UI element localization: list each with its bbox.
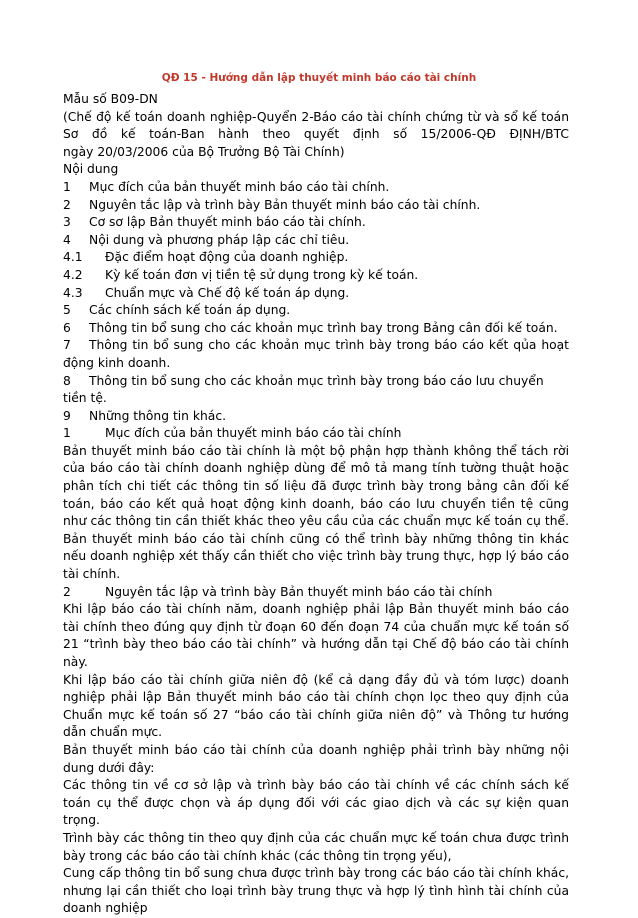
toc-item (63, 197, 569, 215)
contents-heading: Nội dung (63, 162, 119, 177)
toc-text: Nguyên tắc lập và trình bày Bản thuyết minh báo cáo tài chính. (89, 197, 481, 212)
section-2-paragraph: Các thông tin về cơ sở lập và trình bày báo cáo tài chính về các chính sách kế toán cụ thể được chọn và áp dụng đối với các giao dịch và các sự kiện quan trọng. (63, 778, 569, 828)
toc-number: 1 (63, 179, 71, 194)
section-2-paragraph: Trình bày các thông tin theo quy định của các chuẩn mực kế toán chưa được trình bày trong các báo cáo tài chính khác (các thông tin trọng yếu), (63, 830, 569, 863)
section-1-heading (63, 425, 569, 443)
toc-text: Các chính sách kế toán áp dụng. (89, 303, 291, 318)
toc-item (63, 408, 569, 426)
section-2-paragraph: Khi lập báo cáo tài chính giữa niên độ (kể cả dạng đầy đủ và tóm lược) doanh nghiệp phải lập Bản thuyết minh báo cáo tài chính chọn lọc theo quy định của Chuẩn mực kế toán số 27 “báo cáo tài chính giữa niên độ” và Thông tư hướng dẫn chuẩn mực. (63, 672, 569, 740)
toc-number: 8 (63, 373, 71, 388)
toc-item (63, 373, 569, 408)
section-title: Nguyên tắc lập và trình bày Bản thuyết minh báo cáo tài chính (105, 584, 493, 599)
form-code: Mẫu số B09-DN (63, 92, 158, 106)
section-1-paragraph: Bản thuyết minh báo cáo tài chính là một bộ phận hợp thành không thể tách rời của báo cáo tài chính doanh nghiệp dùng để mô tả mang tính tường thuật hoặc phân tích chi tiết các thông tin số liệu đã được trình bày trong bảng cân đối kế toán, báo cáo kết quả hoạt động kinh doanh, báo cáo lưu chuyển tiền tệ cũng như các thông tin cần thiết khác theo yêu cầu của các chuẩn mực kế toán cụ thể. Bản thuyết minh báo cáo tài chính cũng có thể trình bày những thông tin khác nếu doanh nghiệp xét thấy cần thiết cho việc trình bày trung thực, hợp lý báo cáo tài chính. (63, 443, 569, 582)
toc-number: 4.2 (63, 267, 83, 282)
document-body (63, 91, 569, 918)
intro-line-3: ngày 20/03/2006 của Bộ Trưởng Bộ Tài Chính) (63, 144, 345, 159)
section-title: Mục đích của bản thuyết minh báo cáo tài chính (105, 426, 402, 441)
toc-number: 5 (63, 303, 71, 318)
toc-item (63, 285, 569, 303)
section-2-paragraph: Bản thuyết minh báo cáo tài chính của doanh nghiệp phải trình bày những nội dung dưới đây: (63, 742, 569, 775)
toc-text: Chuẩn mực và Chế độ kế toán áp dụng. (105, 285, 350, 300)
toc-number: 2 (63, 197, 71, 212)
toc-item (63, 232, 569, 250)
toc-item (63, 214, 569, 232)
toc-item (63, 249, 569, 267)
toc-item (63, 302, 569, 320)
section-2-paragraph: Cung cấp thông tin bổ sung chưa được trình bày trong các báo cáo tài chính khác, nhưng lại cần thiết cho loại trình bày trung thực và hợp lý tình hình tài chính của doanh nghiệp (63, 866, 569, 916)
section-number: 1 (63, 426, 71, 441)
toc-text: Đặc điểm hoạt động của doanh nghiệp. (105, 250, 349, 265)
toc-item (63, 337, 569, 372)
toc-number: 4.3 (63, 285, 83, 300)
toc-number: 3 (63, 215, 71, 230)
document-title: QĐ 15 - Hướng dẫn lập thuyết minh báo cáo tài chính (161, 72, 477, 84)
intro-line-1: (Chế độ kế toán doanh nghiệp-Quyển 2-Báo cáo tài chính chứng từ và sổ kế toán (63, 109, 569, 124)
toc-item (63, 179, 569, 197)
section-2-paragraph: Khi lập báo cáo tài chính năm, doanh nghiệp phải lập Bản thuyết minh báo cáo tài chính theo đúng quy định từ đoạn 60 đến đoạn 74 của chuẩn mực kế toán số 21 “trình bày theo báo cáo tài chính” và hướng dẫn tại Chế độ báo cáo tài chính này. (63, 602, 569, 669)
toc-text: Cơ sơ lập Bản thuyết minh báo cáo tài chính. (89, 215, 366, 230)
toc-number: 6 (63, 320, 71, 335)
toc-text: Những thông tin khác. (89, 408, 227, 423)
section-2-heading (63, 584, 569, 602)
toc-number: 4 (63, 232, 71, 247)
toc-number: 7 (63, 338, 71, 353)
toc-text: Thông tin bổ sung cho các khoản mục trình bày trong báo cáo kết qủa hoạt động kinh doanh. (63, 338, 569, 370)
toc-item (63, 320, 569, 338)
toc-text: Kỳ kế toán đơn vị tiền tệ sử dụng trong kỳ kế toán. (105, 267, 419, 282)
toc-text: Nội dung và phương pháp lập các chỉ tiêu. (89, 232, 350, 247)
toc-number: 9 (63, 408, 71, 423)
toc-item (63, 267, 569, 285)
intro-line-2: Sơ đồ kế toán-Ban hành theo quyết định số 15/2006-QĐ ĐỊNH/BTC (63, 127, 569, 142)
toc-text: Thông tin bổ sung cho các khoản mục trình bày trong báo cáo lưu chuyển tiền tệ. (63, 373, 544, 406)
toc-number: 4.1 (63, 250, 83, 265)
toc-text: Thông tin bổ sung cho các khoản mục trình bay trong Bảng cân đối kế toán. (89, 320, 558, 335)
section-number: 2 (63, 584, 71, 599)
toc-text: Mục đích của bản thuyết minh báo cáo tài chính. (89, 179, 390, 194)
